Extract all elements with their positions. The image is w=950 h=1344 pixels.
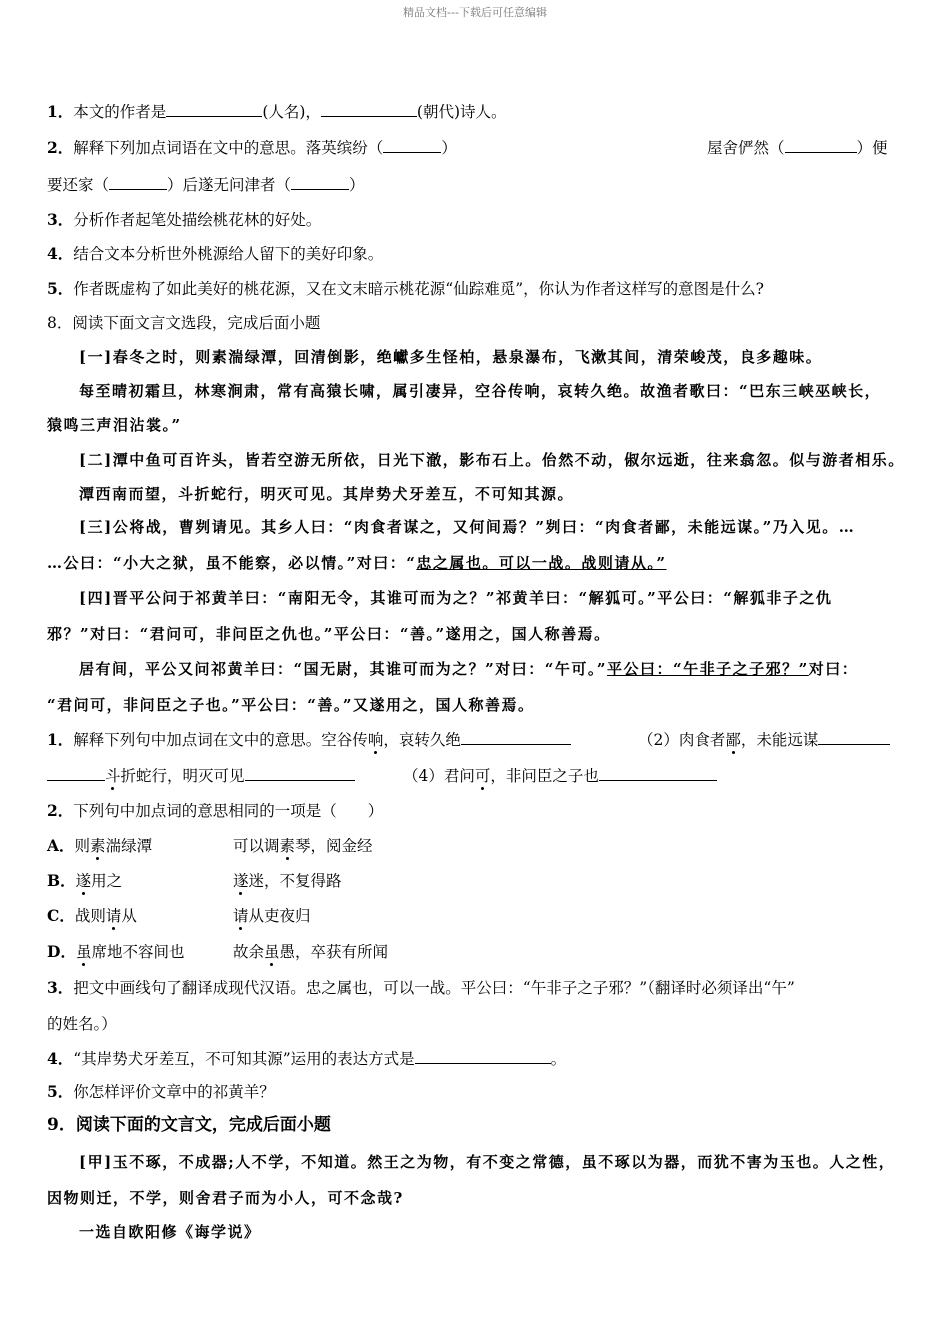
question-number: 4． (47, 1049, 74, 1068)
question-text: （2）肉食者 (638, 731, 726, 749)
question-text: 结合文本分析世外桃源给人留下的美好印象。 (73, 245, 384, 263)
dotted-word: 虽 (264, 943, 280, 961)
option-text: 湍绿潭 (105, 837, 153, 855)
question-text: 你怎样评价文章中的祁黄羊？ (73, 1083, 275, 1101)
underlined-sentence: 忠之属也。可以一战。战则请从。” (416, 554, 667, 572)
question-text: 屋舍俨然（ (707, 139, 785, 157)
question-1 (47, 101, 507, 122)
question-text: ，非问臣之子也 (490, 767, 599, 785)
question-text: 解释下列句中加点词在文中的意思。空谷传 (73, 731, 368, 749)
answer-blank[interactable] (166, 101, 262, 117)
passage-paragraph: [甲]玉不琢，不成器;人不学，不知道。然王之为物，有不变之常德，虽不琢以为器，而犹不害为玉也。人之性， (79, 1153, 896, 1171)
s8-question-3-line2: 的姓名。） (47, 1015, 117, 1033)
passage-paragraph (47, 553, 667, 573)
option-c-right (233, 906, 311, 926)
question-text: ） (349, 176, 365, 194)
answer-blank[interactable] (109, 174, 167, 190)
question-text: 本文的作者是 (73, 103, 167, 121)
question-5 (47, 279, 764, 299)
question-text: 解释下列加点词语在文中的意思。落英缤纷（ (73, 139, 384, 157)
passage-paragraph: [二]潭中鱼可百许头，皆若空游无所依，日光下澈，影布石上。佁然不动，俶尔远逝，往来翕忽。似与游者相乐。 (79, 451, 905, 469)
option-text: 则 (74, 837, 91, 855)
dotted-word: 素 (279, 837, 296, 855)
dotted-word: 素 (90, 837, 106, 855)
section-8-title: 8．阅读下面文言文选段，完成后面小题 (47, 314, 321, 332)
question-text: 作者既虚构了如此美好的桃花源，又在文末暗示桃花源“仙踪难觅”，你认为作者这样写的意图是什么? (73, 280, 764, 298)
passage-text: 居有间，平公又问祁黄羊曰：“国无尉，其谁可而为之？”对曰：“午可。” (79, 660, 608, 678)
option-text: 迷，不复得路 (248, 872, 342, 890)
option-text: 用之 (91, 872, 123, 890)
question-text: 分析作者起笔处描绘桃花林的好处。 (73, 211, 322, 229)
dotted-word: 响 (367, 731, 384, 749)
question-2 (47, 137, 457, 158)
option-text: 可以调 (233, 837, 280, 855)
dotted-word: 虽 (75, 943, 92, 961)
option-text: 从吏夜归 (248, 907, 311, 925)
option-text: 从 (121, 907, 137, 925)
passage-paragraph: 每至晴初霜旦，林寒涧肃，常有高猿长啸，属引凄异，空谷传响，哀转久绝。故渔者歌曰：“巴东三峡巫峡长， (79, 382, 882, 400)
answer-blank[interactable] (291, 174, 349, 190)
s8-question-2 (47, 801, 383, 821)
dotted-word: 请 (233, 907, 249, 925)
option-text: 战则 (74, 907, 106, 925)
question-text: “其岸势犬牙差互，不可知其源”运用的表达方式是 (73, 1050, 415, 1068)
answer-blank[interactable] (599, 765, 717, 781)
s8-question-1 (47, 729, 571, 750)
question-text: 下列句中加点词的意思相同的一项是（ ） (73, 802, 384, 820)
page-header: 精品文档---下载后可任意编辑 (403, 6, 547, 19)
option-a-right (233, 836, 373, 856)
passage-text: 对曰： (808, 660, 859, 678)
question-number: 1． (47, 102, 74, 121)
passage-paragraph: “君问可，非问臣之子也。”平公曰：“善。”又遂用之，国人称善焉。 (47, 696, 535, 714)
answer-blank[interactable] (245, 765, 355, 781)
option-label: B． (47, 871, 76, 890)
passage-paragraph: [一]春冬之时，则素湍绿潭，回清倒影，绝巘多生怪柏，悬泉瀑布，飞漱其间，清荣峻茂，良多趣味。 (79, 348, 823, 366)
passage-paragraph: 因物则迁，不学，则舍君子而为小人，可不念哉? (47, 1189, 404, 1207)
answer-blank[interactable] (47, 765, 105, 781)
question-text: ） (441, 139, 457, 157)
passage-paragraph: [四]晋平公问于祁黄羊曰：“南阳无令，其谁可而为之？”祁黄羊曰：“解狐可。”平公曰：“解狐非子之仇 (79, 589, 833, 607)
question-number: 2． (47, 801, 74, 820)
answer-blank[interactable] (321, 101, 417, 117)
question-text: 把文中画线句了翻译成现代汉语。忠之属也，可以一战。平公曰：“午非子之子邪？”（翻译时必须译出“午” (73, 979, 795, 997)
question-text: 。 (550, 1050, 567, 1068)
question-text: 要还家（ (47, 176, 110, 194)
passage-paragraph: 邪？”对曰：“君问可，非问臣之仇也。”平公曰：“善。”遂用之，国人称善焉。 (47, 625, 611, 643)
dotted-word: 斗 (105, 767, 121, 785)
question-number: 5． (47, 1082, 74, 1101)
question-text: 折蛇行，明灭可见 (120, 767, 245, 785)
s8-question-4 (47, 1048, 566, 1069)
question-3 (47, 210, 321, 230)
question-number: 2． (47, 138, 74, 157)
dotted-word: 遂 (233, 872, 249, 890)
option-b[interactable] (47, 871, 122, 891)
question-text: ）便 (856, 139, 888, 157)
answer-blank[interactable] (415, 1048, 551, 1064)
question-text: ，未能远谋 (740, 731, 819, 749)
s8-question-3 (47, 978, 795, 998)
option-label: A． (47, 836, 75, 855)
option-text: 愚，卒获有所闻 (279, 943, 389, 961)
answer-blank[interactable] (818, 729, 890, 745)
passage-text: …公曰：“小大之狱，虽不能察，必以情。”对曰：“ (47, 554, 417, 572)
option-c[interactable] (47, 906, 137, 926)
s8-question-5 (47, 1082, 275, 1102)
question-4 (47, 244, 383, 264)
dotted-word: 请 (105, 907, 122, 925)
question-text: （4）君问 (403, 767, 475, 785)
question-text: ）后遂无问津者（ (167, 176, 292, 194)
question-number: 1． (47, 730, 74, 749)
question-2-part2 (707, 137, 888, 158)
question-text: (朝代)诗人。 (416, 103, 507, 121)
dotted-word: 鄙 (725, 731, 741, 749)
option-text: 故余 (233, 943, 265, 961)
passage-source: 一选自欧阳修《诲学说》 (79, 1223, 261, 1241)
option-d[interactable] (47, 942, 184, 962)
option-label: C． (47, 906, 75, 925)
passage-paragraph: [三]公将战，曹刿请见。其乡人曰：“肉食者谋之，又何间焉？”刿曰：“肉食者鄙，未能远谋。”乃入见。… (79, 518, 856, 536)
question-2-line2 (47, 174, 365, 195)
answer-blank[interactable] (461, 729, 571, 745)
option-b-right (233, 871, 342, 891)
passage-paragraph (79, 659, 858, 679)
dotted-word: 遂 (75, 872, 92, 890)
question-text: ，哀转久绝 (383, 731, 461, 749)
dotted-word: 可 (474, 767, 491, 785)
section-9-title: 9．阅读下面的文言文，完成后面小题 (47, 1115, 331, 1135)
answer-blank[interactable] (785, 137, 857, 153)
question-number: 3． (47, 210, 74, 229)
question-number: 4． (47, 244, 74, 263)
s8-question-1-part4 (403, 765, 717, 786)
question-number: 5． (47, 279, 74, 298)
option-text: 琴，阅金经 (295, 837, 373, 855)
option-a[interactable] (47, 836, 152, 856)
s8-question-1-part3 (47, 765, 355, 786)
underlined-sentence: 平公曰：“午非子之子邪？” (607, 660, 809, 678)
option-text: 席地不容间也 (91, 943, 185, 961)
option-label: D． (47, 942, 76, 961)
question-number: 3． (47, 978, 74, 997)
passage-paragraph: 猿鸣三声泪沾裳。” (47, 416, 182, 434)
passage-paragraph: 潭西南而望，斗折蛇行，明灭可见。其岸势犬牙差互，不可知其源。 (79, 485, 575, 503)
answer-blank[interactable] (383, 137, 441, 153)
s8-question-1-part2 (638, 729, 890, 750)
question-text: (人名)， (262, 103, 321, 121)
option-d-right (233, 942, 388, 962)
